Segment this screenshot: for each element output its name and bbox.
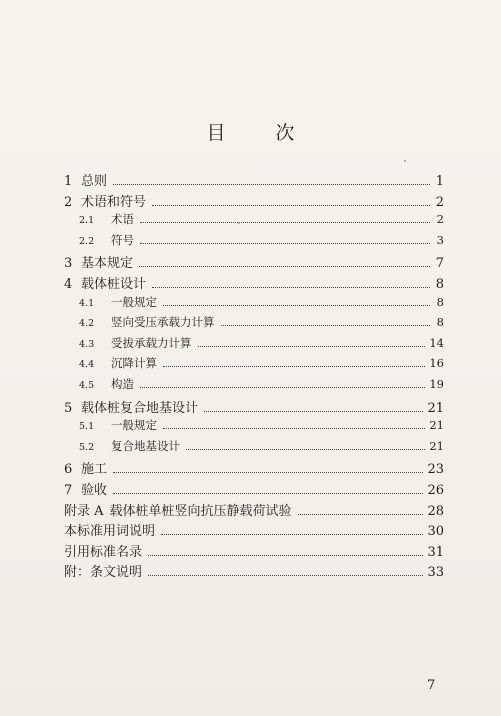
toc-entry [64,211,444,232]
toc-entry-page: 8 [435,276,444,292]
toc-entry-number: 6 [64,462,73,478]
toc-entry-page: 3 [436,232,444,247]
toc-entry-page: 33 [427,565,444,581]
toc-entry-number: 1 [64,174,73,189]
toc-entry [64,335,444,356]
toc-entry-label: 引用标准名录 [64,544,143,560]
toc-title: 目 次 [206,122,317,144]
toc-entry-label: 施工 [81,462,108,478]
toc-entry-label: 沉降计算 [111,356,157,371]
toc-entry-page: 30 [427,524,444,540]
toc-entry-number: 2.1 [79,215,95,227]
toc-entry-number: 4.1 [79,297,95,309]
toc-entry-number: 4.3 [79,338,95,350]
toc-entry-label: 本标准用词说明 [64,524,156,540]
dot-leader [186,449,425,450]
toc-entry [64,541,444,562]
dot-leader [148,555,423,556]
toc-entry-number: 4.2 [79,318,95,330]
toc-entry-number: 5.2 [79,441,95,453]
toc-entry-number: 5.1 [79,421,95,433]
toc-entry-page: 7 [435,256,444,272]
dot-leader [152,287,430,288]
toc-entry-number: 4 [64,276,73,292]
dot-leader [161,534,423,535]
toc-entry-label: 一般规定 [111,294,157,309]
toc-entry [64,417,444,438]
dot-leader [204,411,423,412]
toc-entry [64,479,444,500]
dot-leader [113,472,423,473]
toc-entry [64,191,444,212]
toc-entry-number: 4.4 [79,359,95,371]
toc-entry-page: 2 [436,212,444,227]
toc-entry [64,500,444,521]
dot-leader [163,366,425,367]
dot-leader [148,575,423,576]
toc-entry-label: 构造 [111,376,134,391]
toc-entry-page: 26 [427,482,444,498]
toc-entry [64,355,444,376]
toc-entry-page: 28 [427,503,444,519]
toc-entry-page: 31 [427,544,444,560]
toc-entry [64,232,444,253]
toc-entry [64,170,444,191]
dot-leader [140,243,430,244]
toc-entry-label: 受拔承载力计算 [111,335,192,350]
toc-entry [64,294,444,315]
toc-entry-page: 2 [435,194,444,210]
toc-entry-label: 一般规定 [111,418,157,433]
toc-entry-label: 符号 [111,232,134,247]
dot-leader [163,305,430,306]
toc-entry-page: 14 [429,335,444,350]
toc-entry-label: 载体桩单桩竖向抗压静载荷试验 [109,503,292,519]
dot-leader [113,493,423,494]
toc-entry-label: 验收 [81,482,108,498]
dot-leader [198,346,426,347]
toc-entry [64,273,444,294]
toc-entry-page: 19 [429,376,444,391]
table-of-contents [64,170,444,582]
toc-entry [64,458,444,479]
toc-entry-page: 21 [429,438,444,453]
toc-entry [64,376,444,397]
toc-entry-number: 5 [64,400,73,416]
toc-entry-label: 总则 [81,174,108,189]
toc-entry-page: 21 [427,400,444,416]
toc-entry-number: 4.5 [79,379,95,391]
toc-entry-label: 术语 [111,212,134,227]
dot-leader [140,387,425,388]
dot-leader [152,205,430,206]
toc-entry-number: 7 [64,482,73,498]
toc-entry [64,314,444,335]
toc-entry [64,438,444,459]
toc-entry-label: 基本规定 [81,256,134,272]
paper-speck [238,222,240,224]
dot-leader [113,184,430,185]
toc-entry-label: 载体桩复合地基设计 [81,400,199,416]
toc-entry-label: 载体桩设计 [81,276,147,292]
toc-entry-page: 8 [436,315,444,330]
toc-entry-label: 附：条文说明 [64,565,143,581]
toc-entry-label: 复合地基设计 [111,438,180,453]
toc-entry-label: 竖向受压承载力计算 [111,315,215,330]
toc-entry-page: 16 [429,356,444,371]
dot-leader [221,325,431,326]
toc-entry-page: 23 [427,462,444,478]
toc-entry [64,397,444,418]
paper-speck [404,160,406,162]
toc-entry-number: 2 [64,194,73,210]
dot-leader [298,514,424,515]
toc-entry-label: 术语和符号 [81,194,147,210]
dot-leader [139,266,430,267]
toc-entry [64,252,444,273]
dot-leader [163,428,425,429]
toc-entry-number: 3 [64,256,73,272]
toc-entry-page: 21 [429,418,444,433]
toc-entry-number: 2.2 [79,235,95,247]
toc-entry-page: 8 [436,294,444,309]
toc-entry-page: 1 [435,174,444,189]
dot-leader [140,222,430,223]
toc-entry [64,520,444,541]
toc-entry-number: 附录 A [64,503,104,519]
page-number: 7 [427,678,436,693]
toc-entry [64,561,444,582]
